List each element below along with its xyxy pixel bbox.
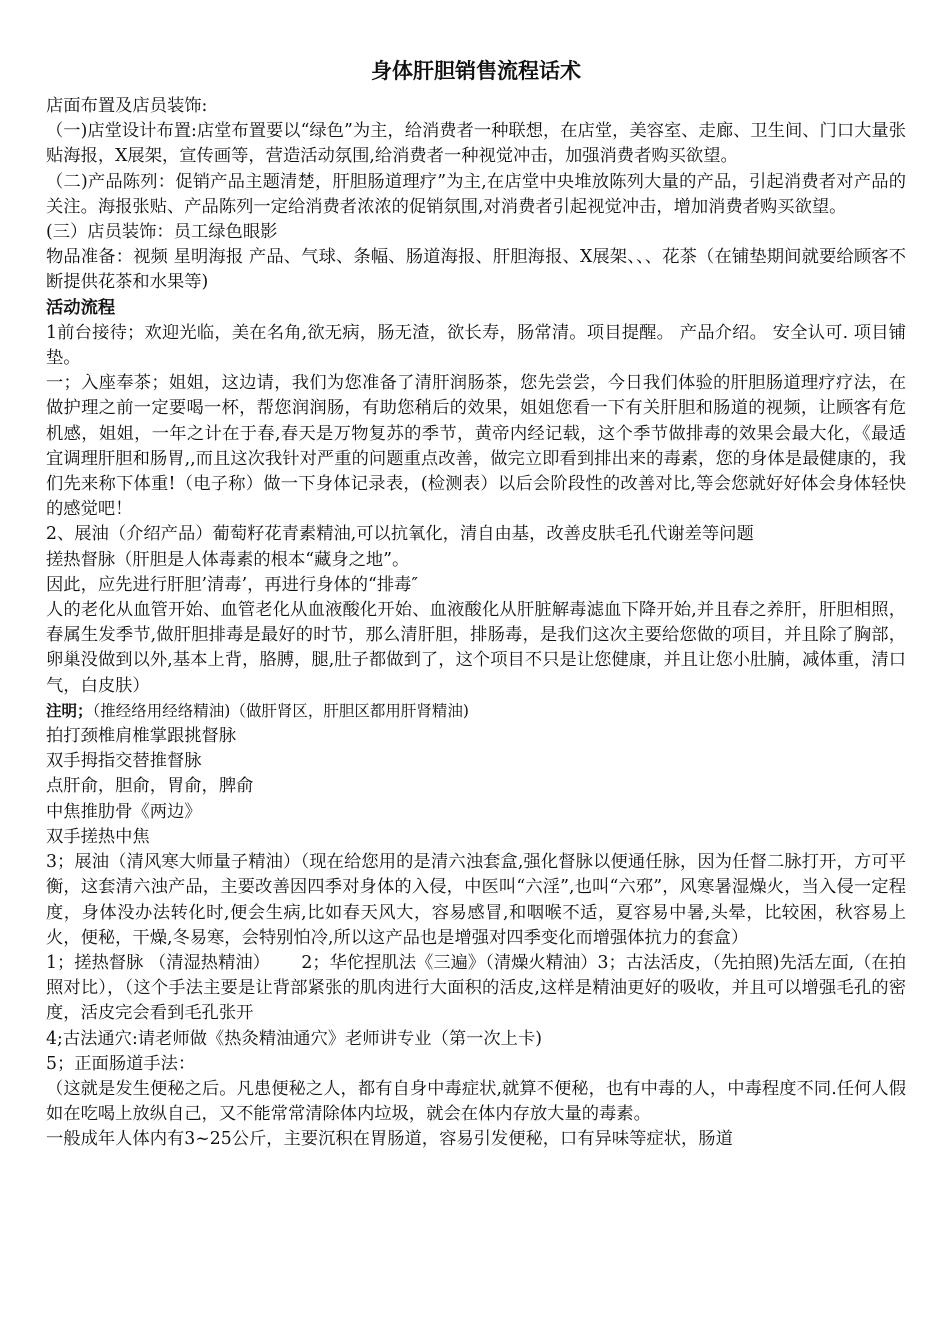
- list-item: 双手拇指交替推督脉: [46, 751, 202, 772]
- paragraph-seat-tea: 一；入座奉茶；姐姐，这边请，我们为您准备了清肝润肠茶，您先尝尝，今日我们体验的肝胆肠道理疗疗法，在做护理之前一定要喝一杯，帮您润润肠，有助您稍后的效果，姐姐您看一下有关肝胆和肠道的视频，让顾客有危机感，姐姐，一年之计在于春,春天是万物复苏的季节，黄帝内经记载，这个季节做排毒的效果会最大化，《最适宜调理肝胆和肠胃,,而且这次我针对严重的问题重点改善，做完立即看到排出来的毒素，您的身体是最健康的，我们先来称下体重!（电子称）做一下身体记录表，(检测表）以后会阶段性的改善对比,等会您就好好体会身体轻快的感觉吧！: [46, 373, 906, 520]
- section-heading-store: 店面布置及店员装饰:: [46, 96, 208, 116]
- paragraph-acupoint: 4;古法通穴:请老师做《热灸精油通穴》老师讲专业（第一次上卡): [46, 1028, 542, 1049]
- paragraph-materials: 物品准备：视频 星明海报 产品、气球、条幅、肠道海报、肝胆海报、X展架、、、花茶（在铺垫期间就要给顾客不断提供花茶和水果等): [46, 247, 906, 293]
- paragraph-toxins: 一般成年人体内有3~25公斤，主要沉积在胃肠道，容易引发便秘，口有异味等症状，肠道: [46, 1129, 733, 1150]
- paragraph-detox-order: 因此，应先进行肝胆’清毒’，再进行身体的“排毒″: [46, 574, 418, 595]
- paragraph-techniques: 1；搓热督脉 （清湿热精油） 2；华佗捏肌法《三遍》（清燥火精油）3；古法活皮，（先拍照)先活左面,（在拍照对比），（这个手法主要是让背部紧张的肌肉进行大面积的活皮,这样是精油更好的吸收，并且可以增强毛孔的密度，活皮完会看到毛孔张开: [46, 952, 906, 1024]
- section-heading-activity: 活动流程: [46, 297, 116, 318]
- list-item: 双手搓热中焦: [46, 826, 150, 847]
- list-item: 点肝俞，胆俞，胃俞，脾俞: [46, 776, 254, 797]
- list-item: 拍打颈椎肩椎掌跟挑督脉: [46, 726, 237, 747]
- paragraph-note: [46, 699, 906, 724]
- paragraph-reception: 1前台接待；欢迎光临，美在名角,欲无病，肠无渣，欲长寿，肠常清。项目提醒。 产品介绍。 安全认可. 项目铺垫。: [46, 322, 906, 369]
- note-label: 注明；: [46, 701, 93, 720]
- paragraph-intestine-heading: 5；正面肠道手法：: [46, 1053, 196, 1074]
- paragraph-six-turbid: 3；展油（清风寒大师量子精油）（现在给您用的是清六浊套盒,强化督脉以便通任脉，因为任督二脉打开，方可平衡，这套清六浊产品，主要改善因四季对身体的入侵，中医叫“六淫”,也叫“六邪”，风寒暑湿燥火，当入侵一定程度，身体没办法转化时,便会生病,比如春天风大，容易感冒,和咽喉不适，夏容易中暑,头晕，比较困，秋容易上火，便秘，干燥,冬易寒，会特别怕冷,所以这产品也是增强对四季变化而增强体抗力的套盒）: [46, 852, 906, 948]
- paragraph-staff-dress: (三）店员装饰：员工绿色眼影: [46, 222, 278, 243]
- paragraph-store-design: （一)店堂设计布置:店堂布置要以“绿色”为主，给消费者一种联想，在店堂，美容室、走廊、卫生间、门口大量张贴海报，X展架，宣传画等，营造活动氛围,给消费者一种视觉冲击，加强消费者购买欲望。: [46, 121, 906, 167]
- list-item: 中焦推肋骨《两边》: [46, 801, 202, 822]
- page-title: 身体肝胆销售流程话术: [371, 59, 581, 83]
- paragraph-rub-meridian: 搓热督脉（肝胆是人体毒素的根本“藏身之地”。: [46, 549, 410, 570]
- document-page: [46, 56, 906, 1153]
- paragraph-product-display: （二)产品陈列：促销产品主题清楚，肝胆肠道理疗”为主,在店堂中央堆放陈列大量的产品，引起消费者对产品的关注。海报张贴、产品陈列一定给消费者浓浓的促销氛围,对消费者引起视觉冲击，增加消费者购买欲望。: [46, 171, 906, 217]
- note-text: （推经络用经络精油)（做肝肾区，肝胆区都用肝肾精油): [92, 701, 469, 720]
- paragraph-constipation: （这就是发生便秘之后。凡患便秘之人，都有自身中毒症状,就算不便秘，也有中毒的人，中毒程度不同.任何人假如在吃喝上放纵自己，又不能常常清除体内垃圾，就会在体内存放大量的毒素。: [46, 1078, 906, 1125]
- paragraph-oil-intro: 2、展油（介绍产品）葡萄籽花青素精油,可以抗氧化，清自由基，改善皮肤毛孔代谢差等问题: [46, 524, 754, 545]
- paragraph-aging: 人的老化从血管开始、血管老化从血液酸化开始、血液酸化从肝脏解毒滤血下降开始,并且春之养肝，肝胆相照，春属生发季节,做肝胆排毒是最好的时节，那么清肝胆，排肠毒，是我们这次主要给您做的项目，并且除了胸部，卵巢没做到以外,基本上背，胳膊，腿,肚子都做到了，这个项目不只是让您健康，并且让您小肚腩，减体重，清口气，白皮肤）: [46, 600, 906, 696]
